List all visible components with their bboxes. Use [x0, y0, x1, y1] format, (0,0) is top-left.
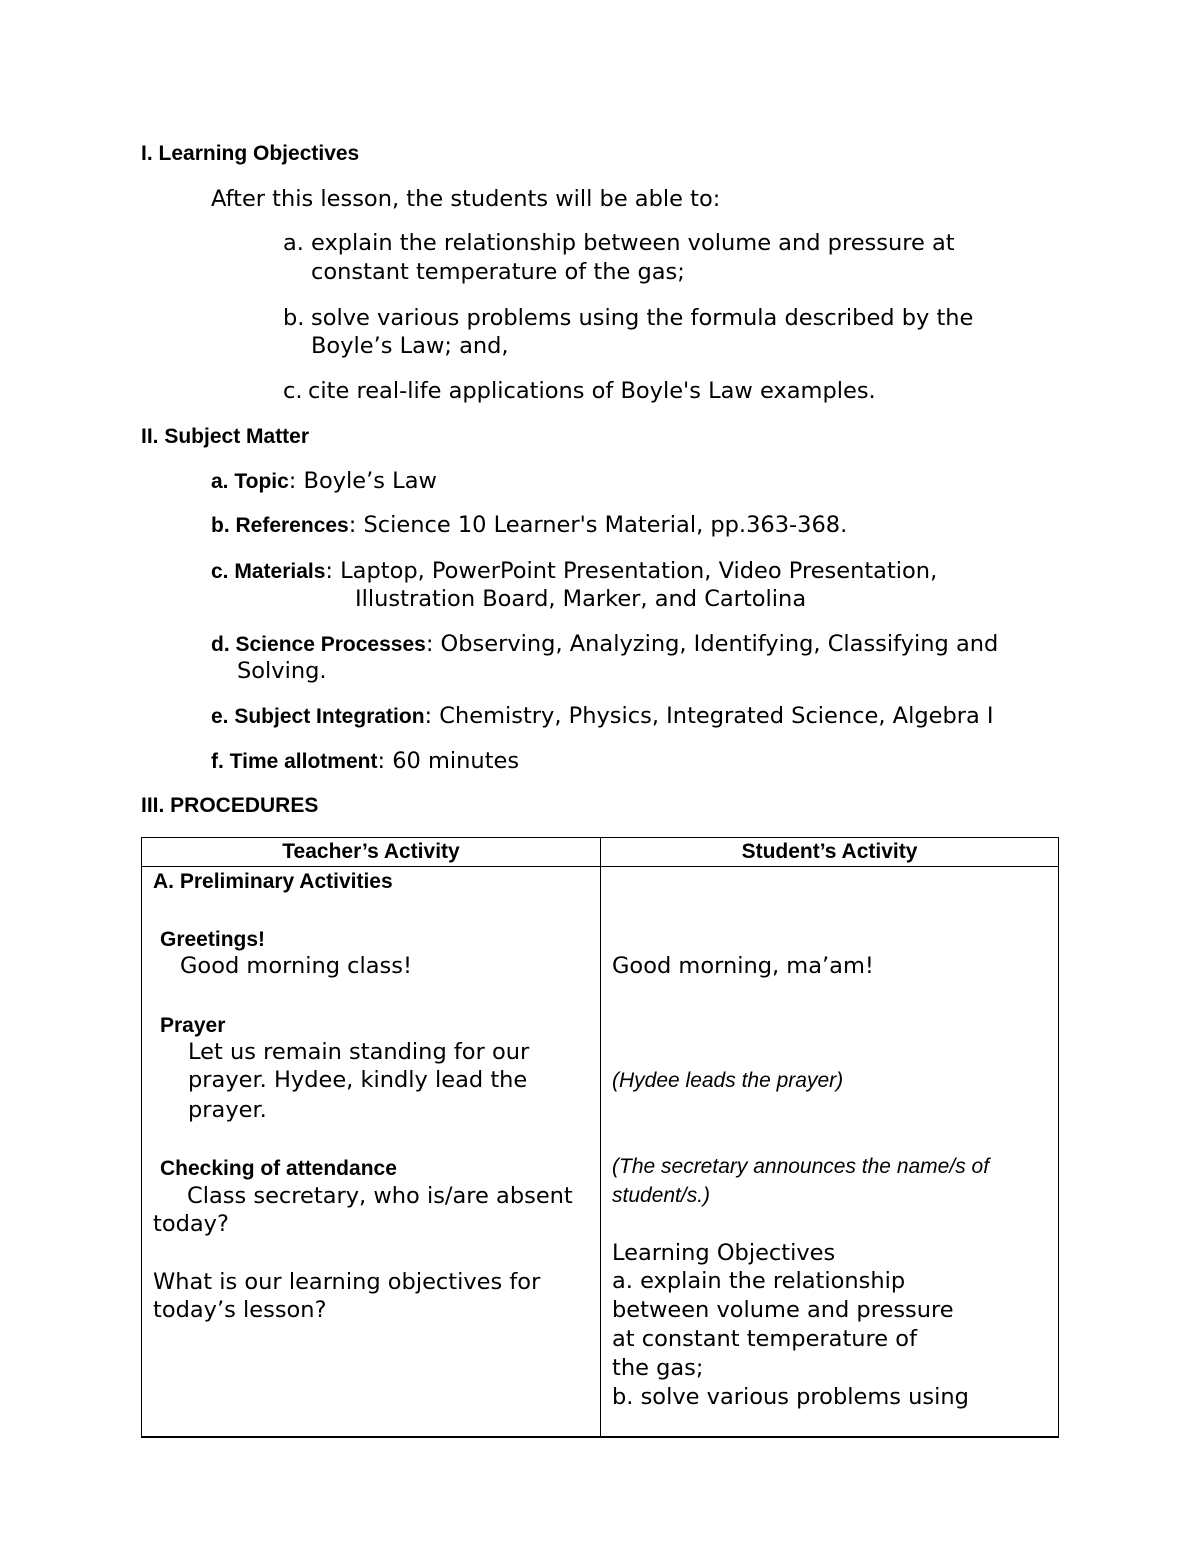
- attendance-action-line-1: (The secretary announces the name/s of: [612, 1155, 990, 1178]
- table-right-border: [1058, 837, 1059, 1438]
- greetings-label: Greetings!: [160, 928, 266, 951]
- objective-a-line1: explain the relationship between volume and pressure at: [311, 230, 955, 256]
- subject-references-label: b. References: [211, 514, 349, 537]
- header-student-activity: Student’s Activity: [741, 840, 918, 863]
- subject-materials-label: c. Materials: [211, 560, 326, 583]
- objective-b-line1: solve various problems using the formula described by the: [311, 305, 974, 331]
- objective-a-line2: constant temperature of the gas;: [311, 259, 685, 285]
- prayer-line-3: prayer.: [188, 1097, 267, 1123]
- objective-b-marker: b.: [283, 305, 305, 331]
- prayer-action: (Hydee leads the prayer): [612, 1069, 844, 1092]
- student-objectives-line-5: b. solve various problems using: [612, 1384, 969, 1410]
- attendance-action-line-2: student/s.): [612, 1184, 711, 1207]
- prayer-line-2: prayer. Hydee, kindly lead the: [188, 1067, 528, 1093]
- subject-processes: [211, 631, 998, 657]
- objective-c-line1: cite real-life applications of Boyle's Law examples.: [308, 378, 876, 404]
- subject-materials-value-2: Illustration Board, Marker, and Cartolina: [355, 586, 807, 612]
- subject-integration-value: : Chemistry, Physics, Integrated Science, Algebra I: [424, 703, 994, 729]
- greetings-text: Good morning class!: [180, 953, 413, 979]
- student-objectives-line-2: between volume and pressure: [612, 1297, 954, 1323]
- subject-references: [211, 512, 847, 538]
- objectives-question-line-2: today’s lesson?: [153, 1297, 327, 1323]
- subject-integration-label: e. Subject Integration: [211, 705, 425, 728]
- objectives-question-line-1: What is our learning objectives for: [153, 1269, 541, 1295]
- objective-c-marker: c.: [283, 378, 303, 404]
- subject-processes-value: : Observing, Analyzing, Identifying, Classifying and: [425, 631, 999, 657]
- student-objectives-line-4: the gas;: [612, 1355, 704, 1381]
- subject-references-value: : Science 10 Learner's Material, pp.363-368.: [348, 512, 848, 538]
- subject-time: [211, 748, 519, 774]
- subject-topic-value: : Boyle’s Law: [288, 468, 437, 494]
- subject-processes-value-2: Solving.: [237, 658, 327, 684]
- subject-topic: [211, 468, 437, 494]
- table-middle-border: [600, 837, 601, 1438]
- student-objectives-heading: Learning Objectives: [612, 1240, 836, 1266]
- header-teacher-activity: Teacher’s Activity: [282, 840, 460, 863]
- objectives-intro: After this lesson, the students will be able to:: [211, 186, 721, 212]
- subject-materials-value: : Laptop, PowerPoint Presentation, Video Presentation,: [325, 558, 938, 584]
- subject-time-value: : 60 minutes: [377, 748, 520, 774]
- student-objectives-line-3: at constant temperature of: [612, 1326, 917, 1352]
- subject-topic-label: a. Topic: [211, 470, 289, 493]
- student-objectives-line-1: a. explain the relationship: [612, 1268, 906, 1294]
- objective-b-line2: Boyle’s Law; and,: [311, 333, 509, 359]
- greeting-reply: Good morning, ma’am!: [612, 953, 874, 979]
- prayer-label: Prayer: [160, 1014, 226, 1037]
- attendance-label: Checking of attendance: [160, 1157, 397, 1180]
- objective-a-marker: a.: [283, 230, 304, 256]
- section-3-heading: III. PROCEDURES: [141, 794, 319, 817]
- section-1-heading: I. Learning Objectives: [141, 142, 360, 165]
- table-left-border: [141, 837, 142, 1438]
- prayer-line-1: Let us remain standing for our: [188, 1039, 530, 1065]
- preliminary-activities: A. Preliminary Activities: [153, 870, 393, 893]
- attendance-line-1: Class secretary, who is/are absent: [187, 1183, 573, 1209]
- section-2-heading: II. Subject Matter: [141, 425, 310, 448]
- subject-materials: [211, 558, 937, 584]
- subject-time-label: f. Time allotment: [211, 750, 378, 773]
- subject-processes-label: d. Science Processes: [211, 633, 426, 656]
- attendance-line-2: today?: [153, 1211, 229, 1237]
- subject-integration: [211, 703, 994, 729]
